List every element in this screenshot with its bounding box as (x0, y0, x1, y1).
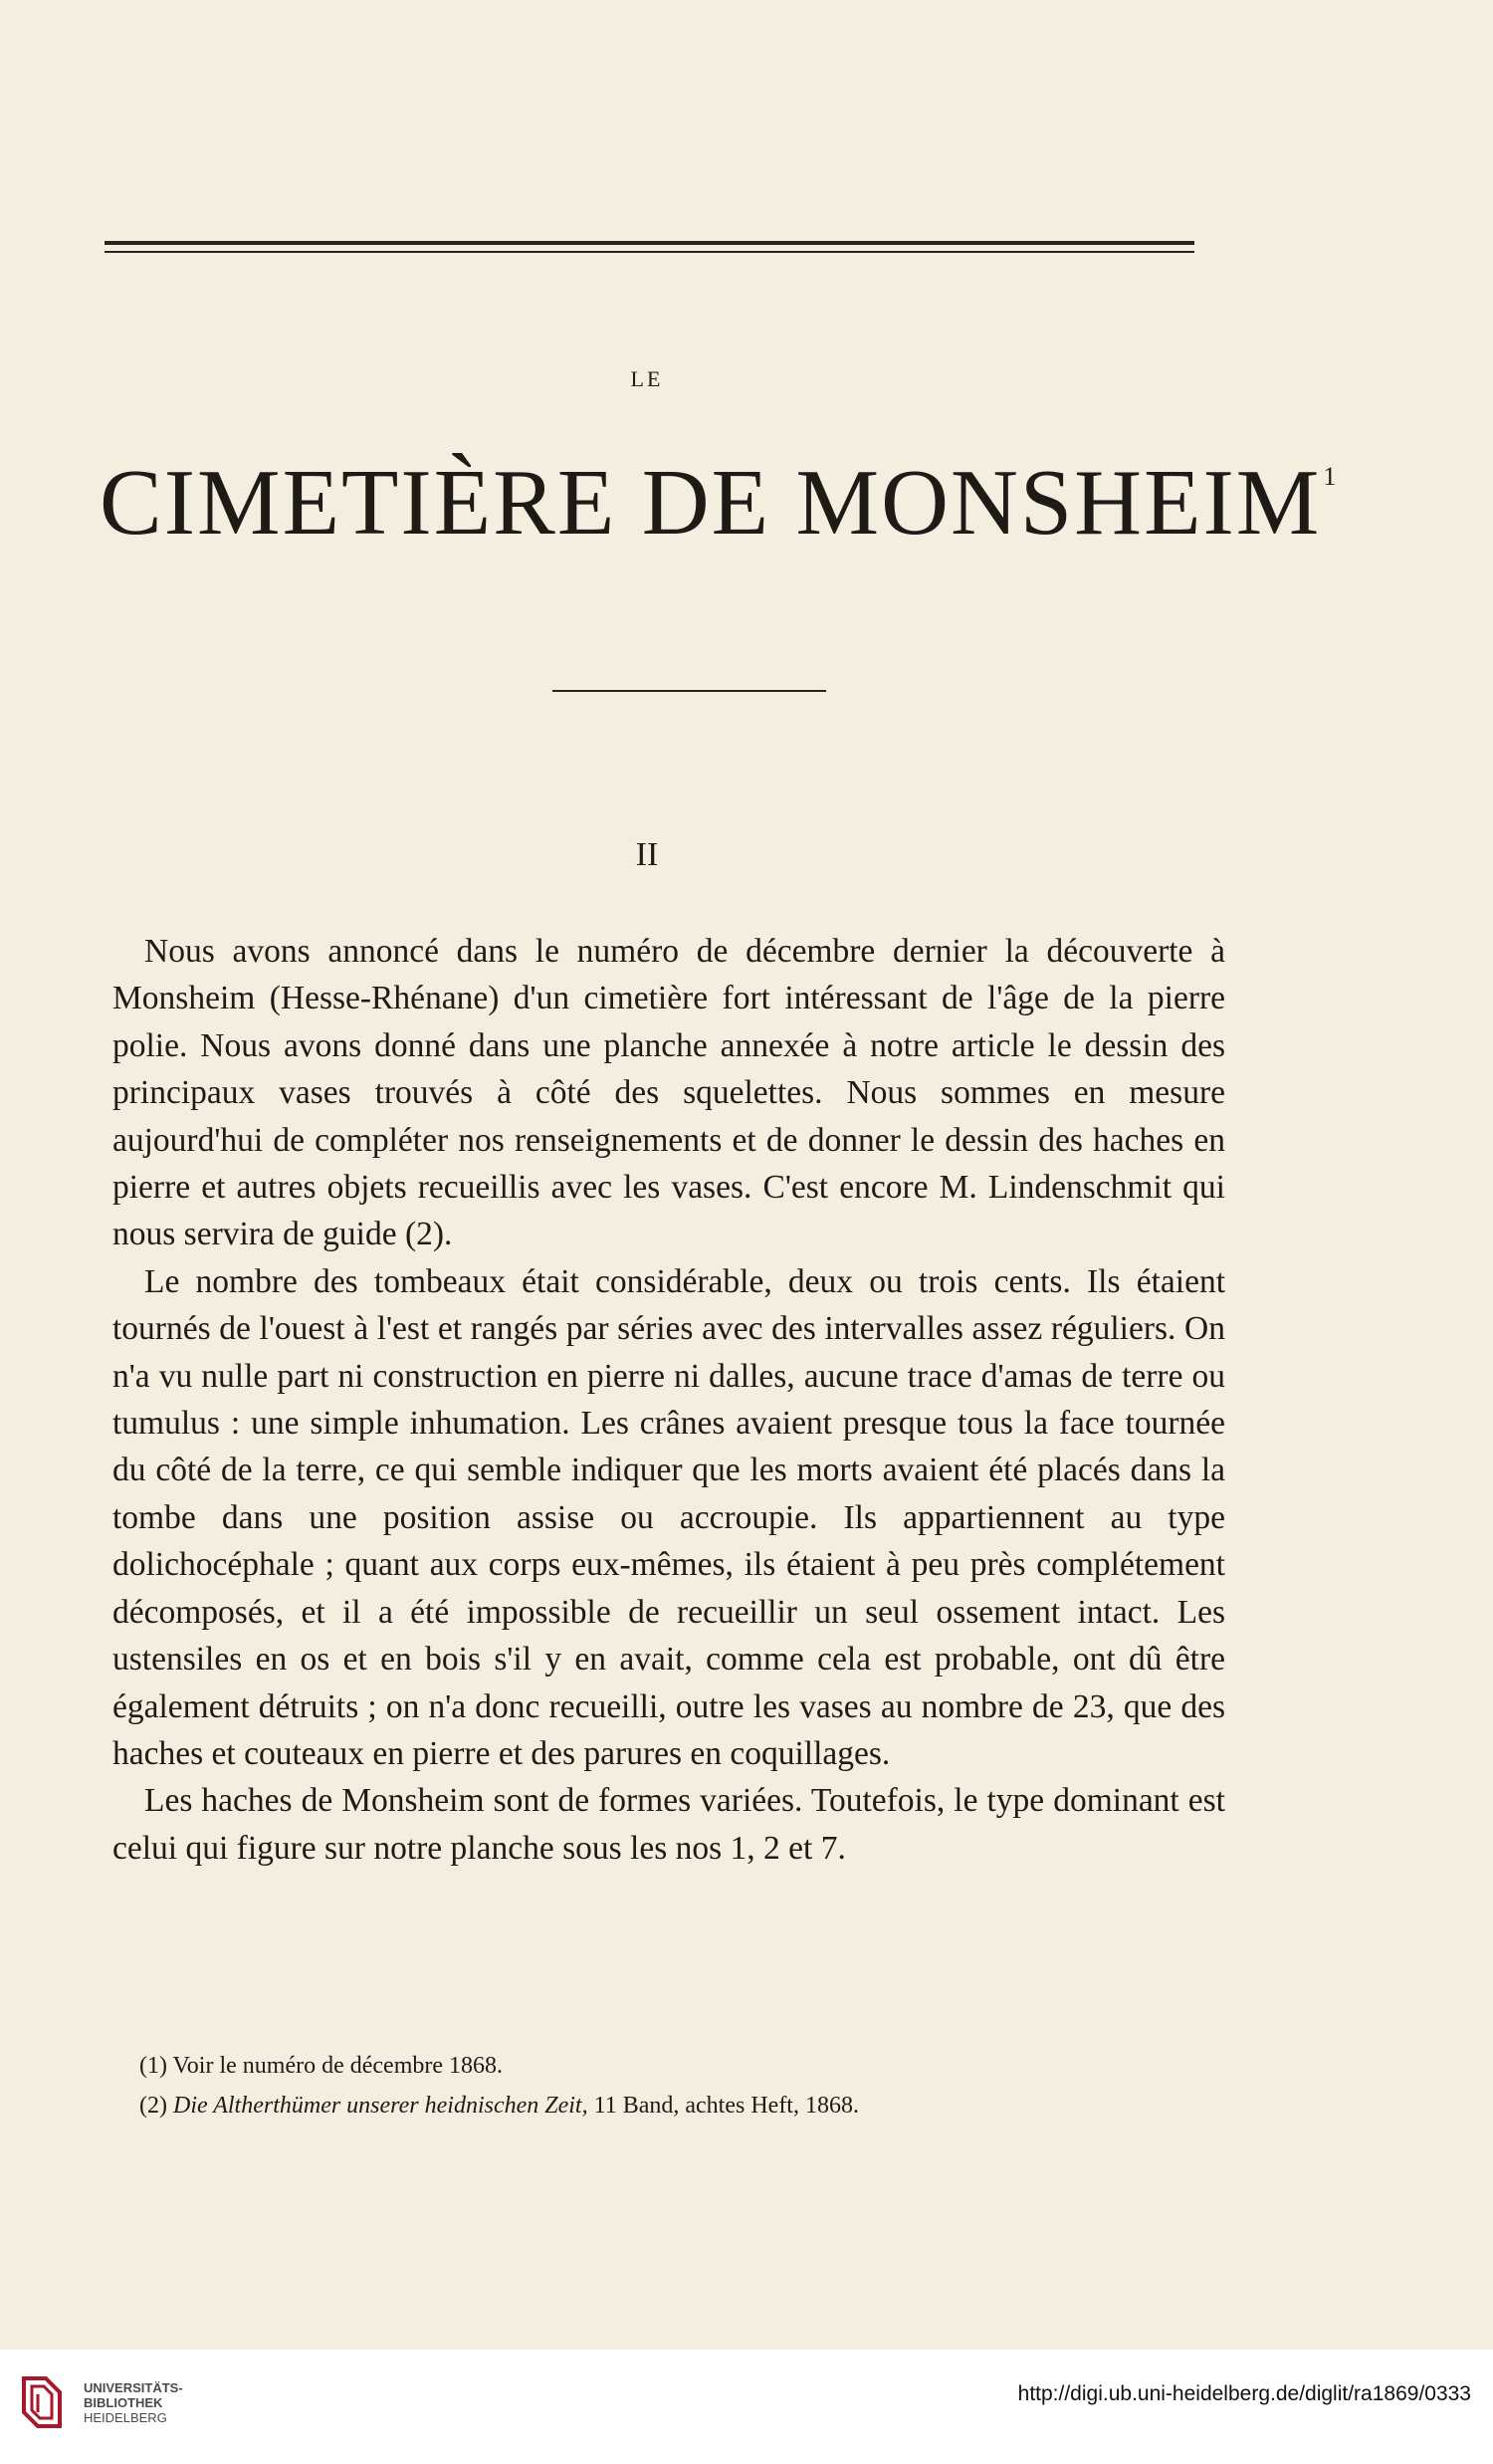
footnote-2 (139, 2086, 1234, 2126)
article-title (100, 451, 1339, 555)
viewer-footer (0, 2350, 1493, 2464)
footnote-2-details: 11 Band, achtes Heft, 1868. (587, 2093, 859, 2119)
title-divider (552, 690, 826, 692)
paragraph: Les haches de Monsheim sont de formes variées. Toutefois, le type dominant est celui qui figure sur notre planche sous les nos 1, 2 et 7. (112, 1782, 1225, 1867)
paragraph: Nous avons annoncé dans le numéro de décembre dernier la découverte à Monsheim (Hesse-Rhénane) d'un cimetière fort intéressant de l'âge de la pierre polie. Nous avons donné dans une planche annexée à notre article le dessin des principaux vases trouvés à côté des squelettes. Nous sommes en mesure aujourd'hui de compléter nos renseignements et de donner le dessin des haches en pierre et autres objets recueillis avec les vases. C'est encore M. Lindenschmit qui nous servira de guide (2). (112, 933, 1225, 1253)
footnote-1: (1) Voir le numéro de décembre 1868. (139, 2053, 504, 2079)
article-kicker: LE (630, 366, 664, 391)
header-rule-thick (105, 241, 1194, 245)
footnotes (139, 2046, 1234, 2126)
footnote-2-title: Die Altherthümer unserer heidnischen Zeit, (172, 2093, 588, 2119)
header-rule-thin (105, 251, 1194, 253)
article-body (112, 928, 1225, 1872)
permalink-url[interactable]: http://digi.ub.uni-heidelberg.de/diglit/ra1869/0333 (1017, 2382, 1471, 2405)
logo-line: UNIVERSITÄTS- (84, 2380, 183, 2395)
library-logo-text[interactable] (84, 2380, 223, 2425)
logo-line: HEIDELBERG (84, 2410, 167, 2425)
library-logo-icon[interactable] (16, 2372, 74, 2432)
section-number: II (635, 836, 659, 873)
footnote-2-marker: (2) (139, 2093, 173, 2119)
title-footnote-marker: 1 (1323, 462, 1339, 491)
logo-line: BIBLIOTHEK (84, 2395, 163, 2410)
article-title-text: CIMETIÈRE DE MONSHEIM (100, 451, 1322, 555)
paragraph: Le nombre des tombeaux était considérable, deux ou trois cents. Ils étaient tournés de l'ouest à l'est et rangés par séries avec des intervalles assez réguliers. On n'a vu nulle part ni construction en pierre ni dalles, aucune trace d'amas de terre ou tumulus : une simple inhumation. Les crânes avaient presque tous la face tournée du côté de la terre, ce qui semble indiquer que les morts avaient été placés dans la tombe dans une position assise ou accroupie. Ils appartiennent au type dolichocéphale ; quant aux corps eux-mêmes, ils étaient à peu près complétement décomposés, et il a été impossible de recueillir un seul ossement intact. Les ustensiles en os et en bois s'il y en avait, comme cela est probable, ont dû être également détruits ; on n'a donc recueilli, outre les vases au nombre de 23, que des haches et couteaux en pierre et des parures en coquillages. (112, 1262, 1225, 1772)
